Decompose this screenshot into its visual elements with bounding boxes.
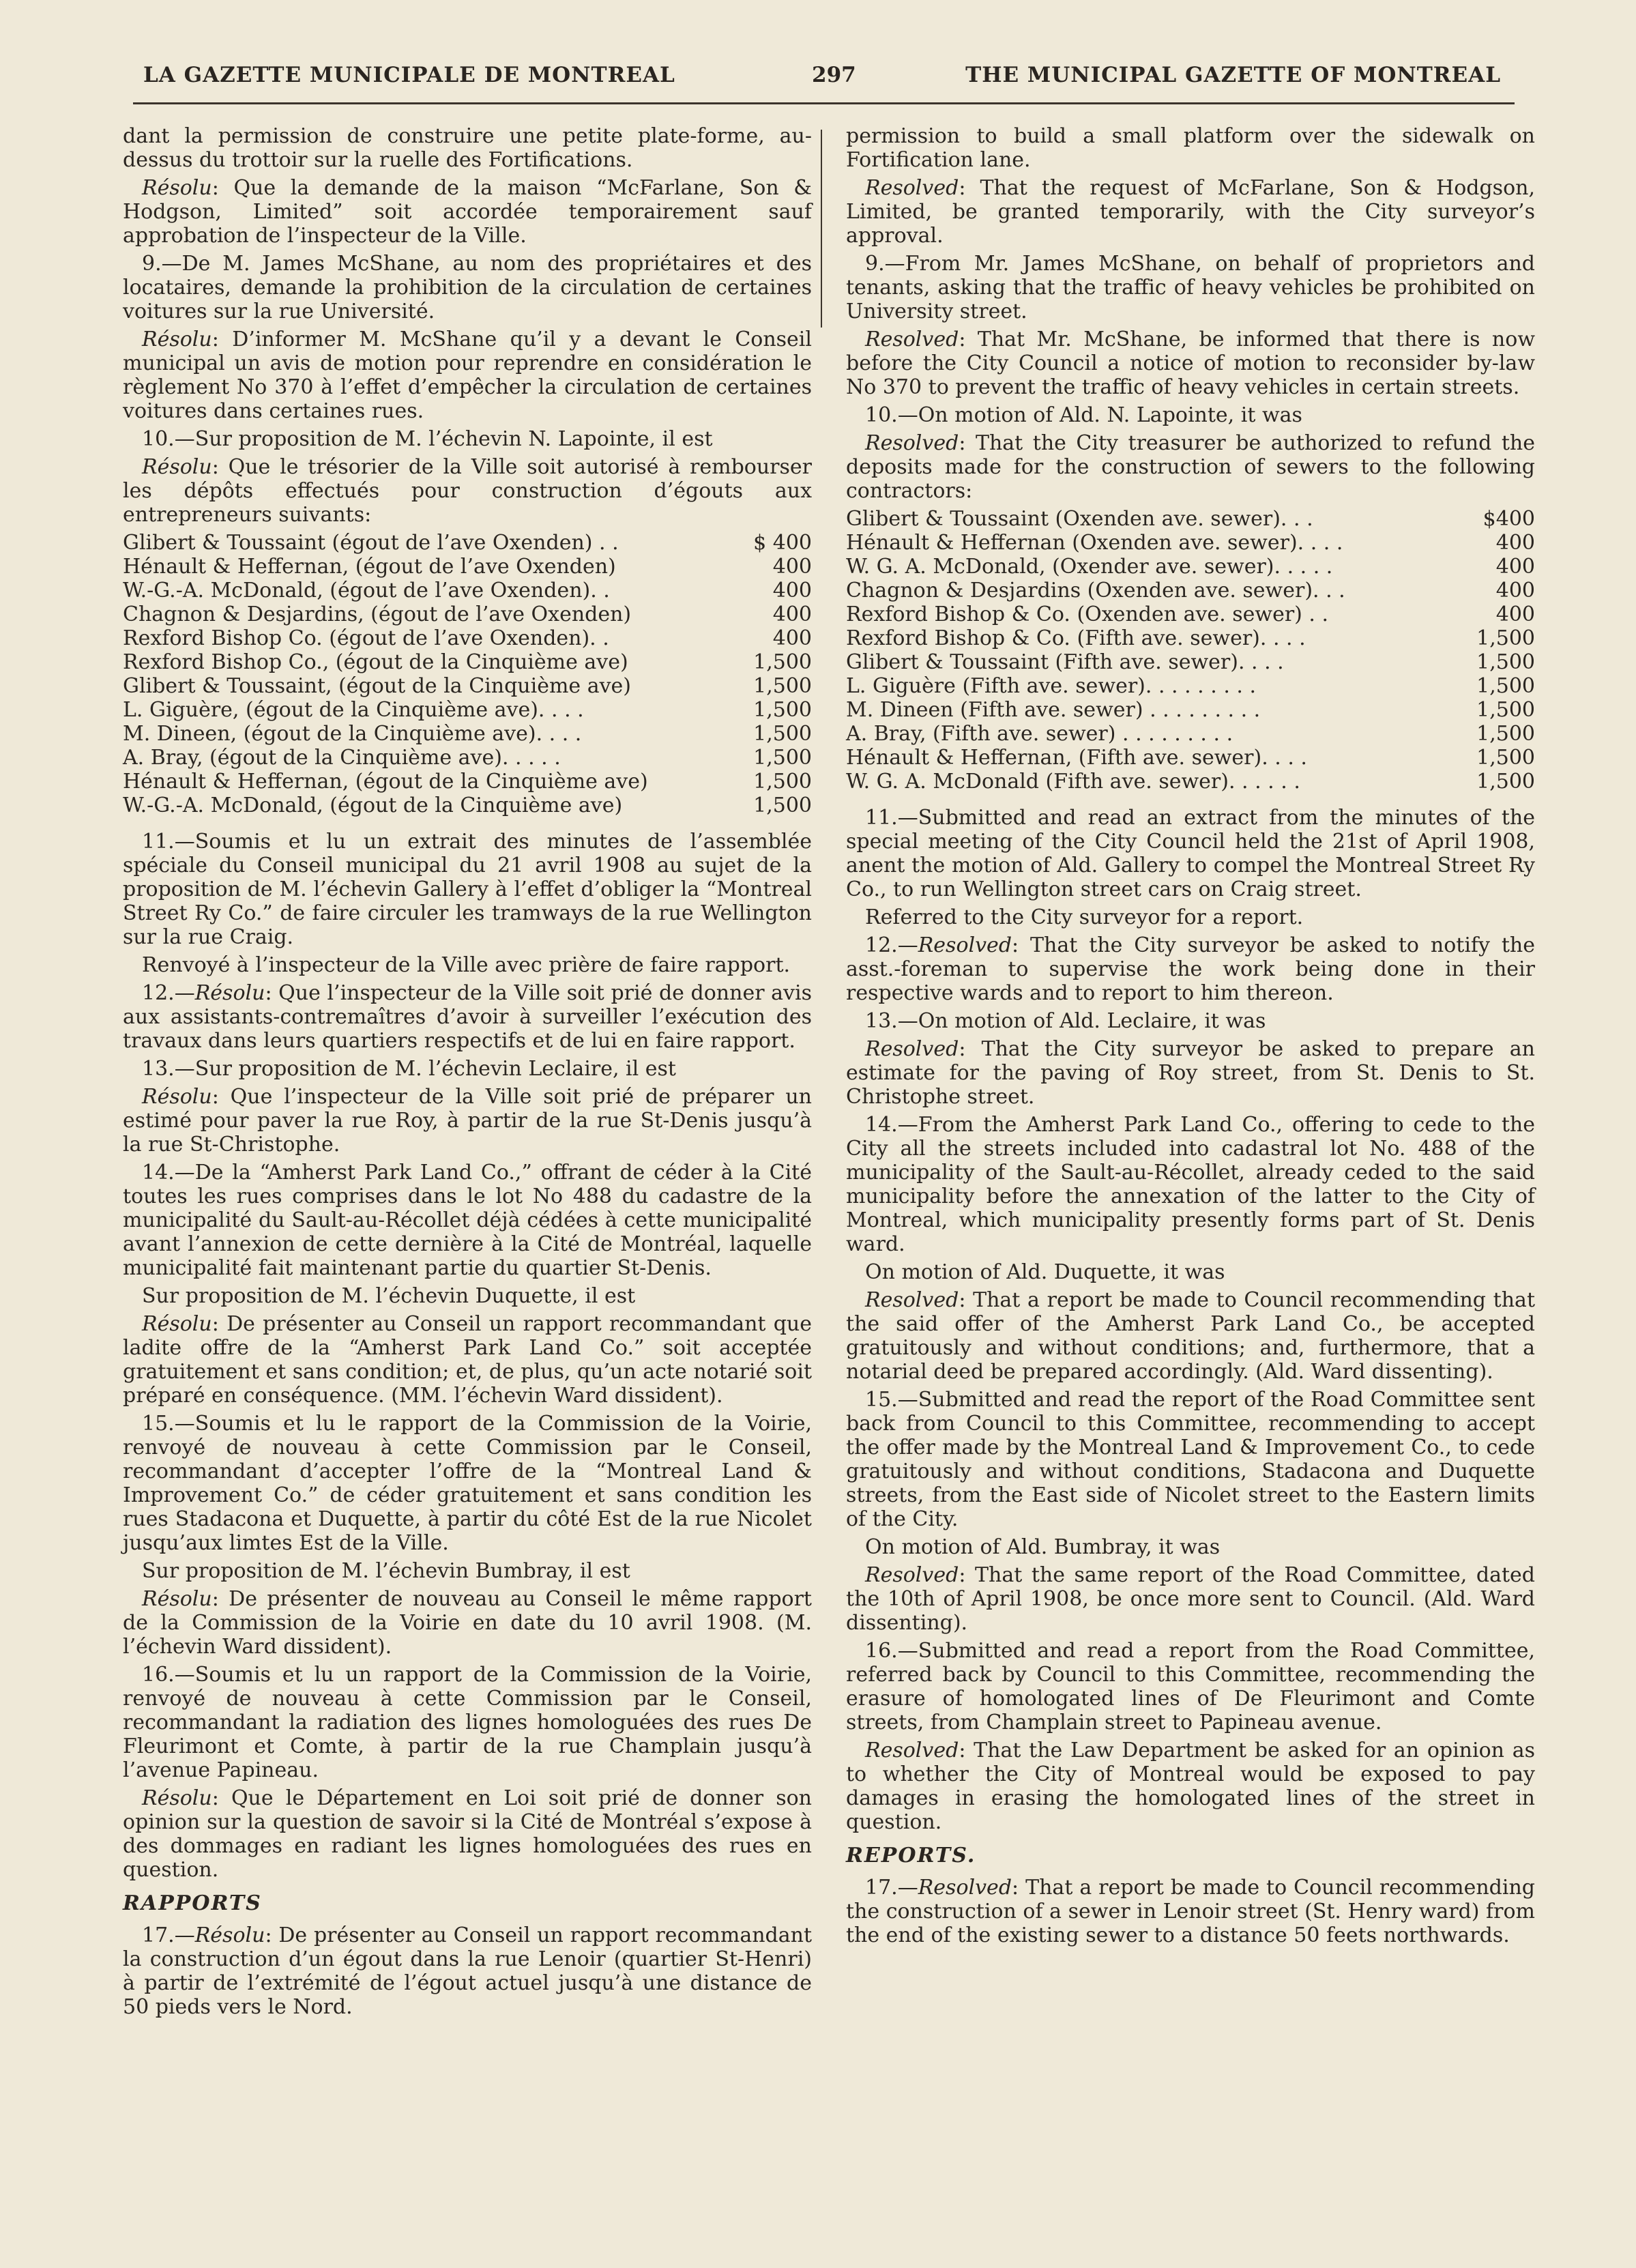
list-item: L. Giguère, (égout de la Cinquième ave). . . . 1,500 xyxy=(123,698,812,722)
list-item: Rexford Bishop & Co. (Fifth ave. sewer). . . . 1,500 xyxy=(846,626,1535,650)
paragraph: 10.—On motion of Ald. N. Lapointe, it was xyxy=(865,403,1302,427)
list-item: Hénault & Heffernan, (égout de l’ave Oxenden) 400 xyxy=(123,555,812,579)
list-item: W. G. A. McDonald, (Oxender ave. sewer). . . . . 400 xyxy=(846,555,1535,579)
list-item: Hénault & Heffernan (Oxenden ave. sewer). . . . 400 xyxy=(846,531,1535,555)
paragraph: Résolu: Que le trésorier de la Ville soit autorisé à rembourser les dépôts effectués pour construction d’égouts aux entrepreneurs suivants: xyxy=(123,455,812,527)
paragraph: dant la permission de construire une petite plate-forme, au-dessus du trottoir sur la ruelle des Fortifications. xyxy=(123,124,812,172)
paragraph: 12.—Resolved: That the City surveyor be asked to notify the asst.-foreman to supervise the work being done in their respective wards and to report to him thereon. xyxy=(846,933,1535,1005)
paragraph: 9.—De M. James McShane, au nom des propriétaires et des locataires, demande la prohibition de la circulation de certaines voitures sur la rue Université. xyxy=(123,252,812,323)
paragraph: Résolu: De présenter au Conseil un rapport recommandant que ladite offre de la “Amherst Park Land Co.” soit acceptée gratuitement et sans condition; et, de plus, qu’un acte notarié soit préparé en conséquence. (MM. l’échevin Ward dissident). xyxy=(123,1312,812,1408)
list-item: M. Dineen (Fifth ave. sewer) . . . . . . . . . 1,500 xyxy=(846,698,1535,722)
list-item: A. Bray, (Fifth ave. sewer) . . . . . . . . . 1,500 xyxy=(846,722,1535,746)
section-heading: REPORTS. xyxy=(846,1844,976,1867)
page-header xyxy=(136,63,1508,104)
paragraph: Resolved: That the same report of the Road Committee, dated the 10th of April 1908, be once more sent to Council. (Ald. Ward dissenting). xyxy=(846,1563,1535,1635)
list-item: Glibert & Toussaint (égout de l’ave Oxenden) . . $ 400 xyxy=(123,531,812,555)
list-item: A. Bray, (égout de la Cinquième ave). . . . . 1,500 xyxy=(123,746,812,770)
paragraph: Résolu: De présenter de nouveau au Conseil le même rapport de la Commission de la Voirie en date du 10 avril 1908. (M. l’échevin Ward dissident). xyxy=(123,1587,812,1659)
paragraph: 11.—Submitted and read an extract from the minutes of the special meeting of the City Council held the 21st of April 1908, anent the motion of Ald. Gallery to compel the Montreal Street Ry Co., to run Wellington street cars on Craig street. xyxy=(846,806,1535,901)
paragraph: 17.—Resolved: That a report be made to Council recommending the construction of a sewer in Lenoir street (St. Henry ward) from the end of the existing sewer to a distance 50 feets northwards. xyxy=(846,1876,1535,1947)
list-item: Rexford Bishop Co. (égout de l’ave Oxenden). . 400 xyxy=(123,626,812,650)
section-heading: RAPPORTS xyxy=(123,1891,262,1915)
refund-list xyxy=(846,507,1535,794)
paragraph: 14.—From the Amherst Park Land Co., offering to cede to the City all the streets included into cadastral lot No. 488 of the municipality of the Sault-au-Récollet, already ceded to the said municipality before the annexation of the latter to the City of Montreal, which municipality presently forms part of St. Denis ward. xyxy=(846,1113,1535,1256)
list-item: Glibert & Toussaint (Oxenden ave. sewer). . . $400 xyxy=(846,507,1535,531)
list-item: W.-G.-A. McDonald, (égout de l’ave Oxenden). . 400 xyxy=(123,579,812,602)
paragraph: 15.—Soumis et lu le rapport de la Commission de la Voirie, renvoyé de nouveau à cette Commission par le Conseil, recommandant d’accepter l’offre de la “Montreal Land & Improvement Co.” de céder gratuitement et sans condition les rues Stadacona et Duquette, à partir du côté Est de la rue Nicolet jusqu’aux limtes Est de la Ville. xyxy=(123,1412,812,1555)
list-item: Hénault & Heffernan, (égout de la Cinquième ave) 1,500 xyxy=(123,770,812,794)
paragraph: 10.—Sur proposition de M. l’échevin N. Lapointe, il est xyxy=(142,427,713,451)
list-item: L. Giguère (Fifth ave. sewer). . . . . . . . . 1,500 xyxy=(846,674,1535,698)
paragraph: Renvoyé à l’inspecteur de la Ville avec prière de faire rapport. xyxy=(142,953,791,977)
paragraph: On motion of Ald. Bumbray, it was xyxy=(865,1535,1221,1559)
paragraph: Sur proposition de M. l’échevin Duquette, il est xyxy=(142,1284,636,1308)
list-item: W.-G.-A. McDonald, (égout de la Cinquième ave) 1,500 xyxy=(123,794,812,817)
paragraph: Résolu: Que le Département en Loi soit prié de donner son opinion sur la question de savoir si la Cité de Montréal s’expose à des dommages en radiant les lignes homologuées des rues en question. xyxy=(123,1786,812,1882)
paragraph: Résolu: Que la demande de la maison “McFarlane, Son & Hodgson, Limited” soit accordée temporairement sauf approbation de l’inspecteur de la Ville. xyxy=(123,176,812,248)
paragraph: 11.—Soumis et lu un extrait des minutes de l’assemblée spéciale du Conseil municipal du 21 avril 1908 au sujet de la proposition de M. l’échevin Gallery à l’effet d’obliger la “Montreal Street Ry Co.” de faire circuler les tramways de la rue Wellington sur la rue Craig. xyxy=(123,830,812,949)
paragraph: 12.—Résolu: Que l’inspecteur de la Ville soit prié de donner avis aux assistants-contremaîtres d’avoir à surveiller l’exécution des travaux dans leurs quartiers respectifs et de lui en faire rapport. xyxy=(123,981,812,1053)
list-item: Chagnon & Desjardins, (égout de l’ave Oxenden) 400 xyxy=(123,602,812,626)
list-item: W. G. A. McDonald (Fifth ave. sewer). . . . . . 1,500 xyxy=(846,770,1535,794)
paragraph: 13.—Sur proposition de M. l’échevin Leclaire, il est xyxy=(142,1057,676,1081)
list-item: M. Dineen, (égout de la Cinquième ave). . . . 1,500 xyxy=(123,722,812,746)
paragraph: Sur proposition de M. l’échevin Bumbray, il est xyxy=(142,1559,630,1583)
list-item: Chagnon & Desjardins (Oxenden ave. sewer). . . 400 xyxy=(846,579,1535,602)
paragraph: Resolved: That Mr. McShane, be informed that there is now before the City Council a notice of motion to reconsider by-law No 370 to prevent the traffic of heavy vehicles in certain streets. xyxy=(846,328,1535,399)
english-column xyxy=(846,124,1535,1951)
paragraph: Résolu: D’informer M. McShane qu’il y a devant le Conseil municipal un avis de motion pour reprendre en considération le règlement No 370 à l’effet d’empêcher la circulation de certaines voitures dans certaines rues. xyxy=(123,328,812,423)
paragraph: Referred to the City surveyor for a report. xyxy=(865,905,1304,929)
paragraph: 15.—Submitted and read the report of the Road Committee sent back from Council to this Committee, recommending to accept the offer made by the Montreal Land & Improvement Co., to cede gratuitously and without conditions, Stadacona and Duquette streets, from the East side of Nicolet street to the Eastern limits of the City. xyxy=(846,1388,1535,1531)
paragraph: 9.—From Mr. James McShane, on behalf of proprietors and tenants, asking that the traffic of heavy vehicles be prohibited on University street. xyxy=(846,252,1535,323)
header-rule xyxy=(133,102,1515,104)
list-item: Rexford Bishop & Co. (Oxenden ave. sewer) . . 400 xyxy=(846,602,1535,626)
header-title-english: THE MUNICIPAL GAZETTE OF MONTREAL xyxy=(965,63,1501,87)
list-item: Rexford Bishop Co., (égout de la Cinquième ave) 1,500 xyxy=(123,650,812,674)
column-divider xyxy=(821,130,822,328)
paragraph: 17.—Résolu: De présenter au Conseil un rapport recommandant la construction d’un égout dans la rue Lenoir (quartier St-Henri) à partir de l’extrémité de l’égout actuel jusqu’à une distance de 50 pieds vers le Nord. xyxy=(123,1923,812,2019)
paragraph: Resolved: That a report be made to Council recommending that the said offer of the Amherst Park Land Co., be accepted gratuitously and without conditions; and, furthermore, that a notarial deed be prepared accordingly. (Ald. Ward dissenting). xyxy=(846,1288,1535,1384)
list-item: Glibert & Toussaint, (égout de la Cinquième ave) 1,500 xyxy=(123,674,812,698)
french-column xyxy=(123,124,812,2023)
paragraph: 13.—On motion of Ald. Leclaire, it was xyxy=(865,1009,1266,1033)
paragraph: permission to build a small platform over the sidewalk on Fortification lane. xyxy=(846,124,1535,172)
paragraph: Resolved: That the City surveyor be asked to prepare an estimate for the paving of Roy street, from St. Denis to St. Christophe street. xyxy=(846,1037,1535,1109)
paragraph: 16.—Soumis et lu un rapport de la Commission de la Voirie, renvoyé de nouveau à cette Commission par le Conseil, recommandant la radiation des lignes homologuées des rues De Fleurimont et Comte, à partir de la rue Champlain jusqu’à l’avenue Papineau. xyxy=(123,1663,812,1782)
page-number: 297 xyxy=(812,63,856,87)
paragraph: Résolu: Que l’inspecteur de la Ville soit prié de préparer un estimé pour paver la rue Roy, à partir de la rue St-Denis jusqu’à la rue St-Christophe. xyxy=(123,1085,812,1157)
paragraph: 14.—De la “Amherst Park Land Co.,” offrant de céder à la Cité toutes les rues comprises dans le lot No 488 du cadastre de la municipalité du Sault-au-Récollet déjà cédées à cette municipalité avant l’annexion de cette dernière à la Cité de Montréal, laquelle municipalité fait maintenant partie du quartier St-Denis. xyxy=(123,1161,812,1280)
refund-list xyxy=(123,531,812,817)
paragraph: 16.—Submitted and read a report from the Road Committee, referred back by Council to this Committee, recommending the erasure of homologated lines of De Fleurimont and Comte streets, from Champlain street to Papineau avenue. xyxy=(846,1639,1535,1734)
paragraph: Resolved: That the City treasurer be authorized to refund the deposits made for the construction of sewers to the following contractors: xyxy=(846,431,1535,503)
list-item: Glibert & Toussaint (Fifth ave. sewer). . . . 1,500 xyxy=(846,650,1535,674)
list-item: Hénault & Heffernan, (Fifth ave. sewer). . . . 1,500 xyxy=(846,746,1535,770)
paragraph: Resolved: That the request of McFarlane, Son & Hodgson, Limited, be granted temporarily, with the City surveyor’s approval. xyxy=(846,176,1535,248)
paragraph: Resolved: That the Law Department be asked for an opinion as to whether the City of Montreal would be exposed to pay damages in erasing the homologated lines of the street in question. xyxy=(846,1739,1535,1834)
paragraph: On motion of Ald. Duquette, it was xyxy=(865,1260,1225,1284)
header-title-french: LA GAZETTE MUNICIPALE DE MONTREAL xyxy=(143,63,675,87)
